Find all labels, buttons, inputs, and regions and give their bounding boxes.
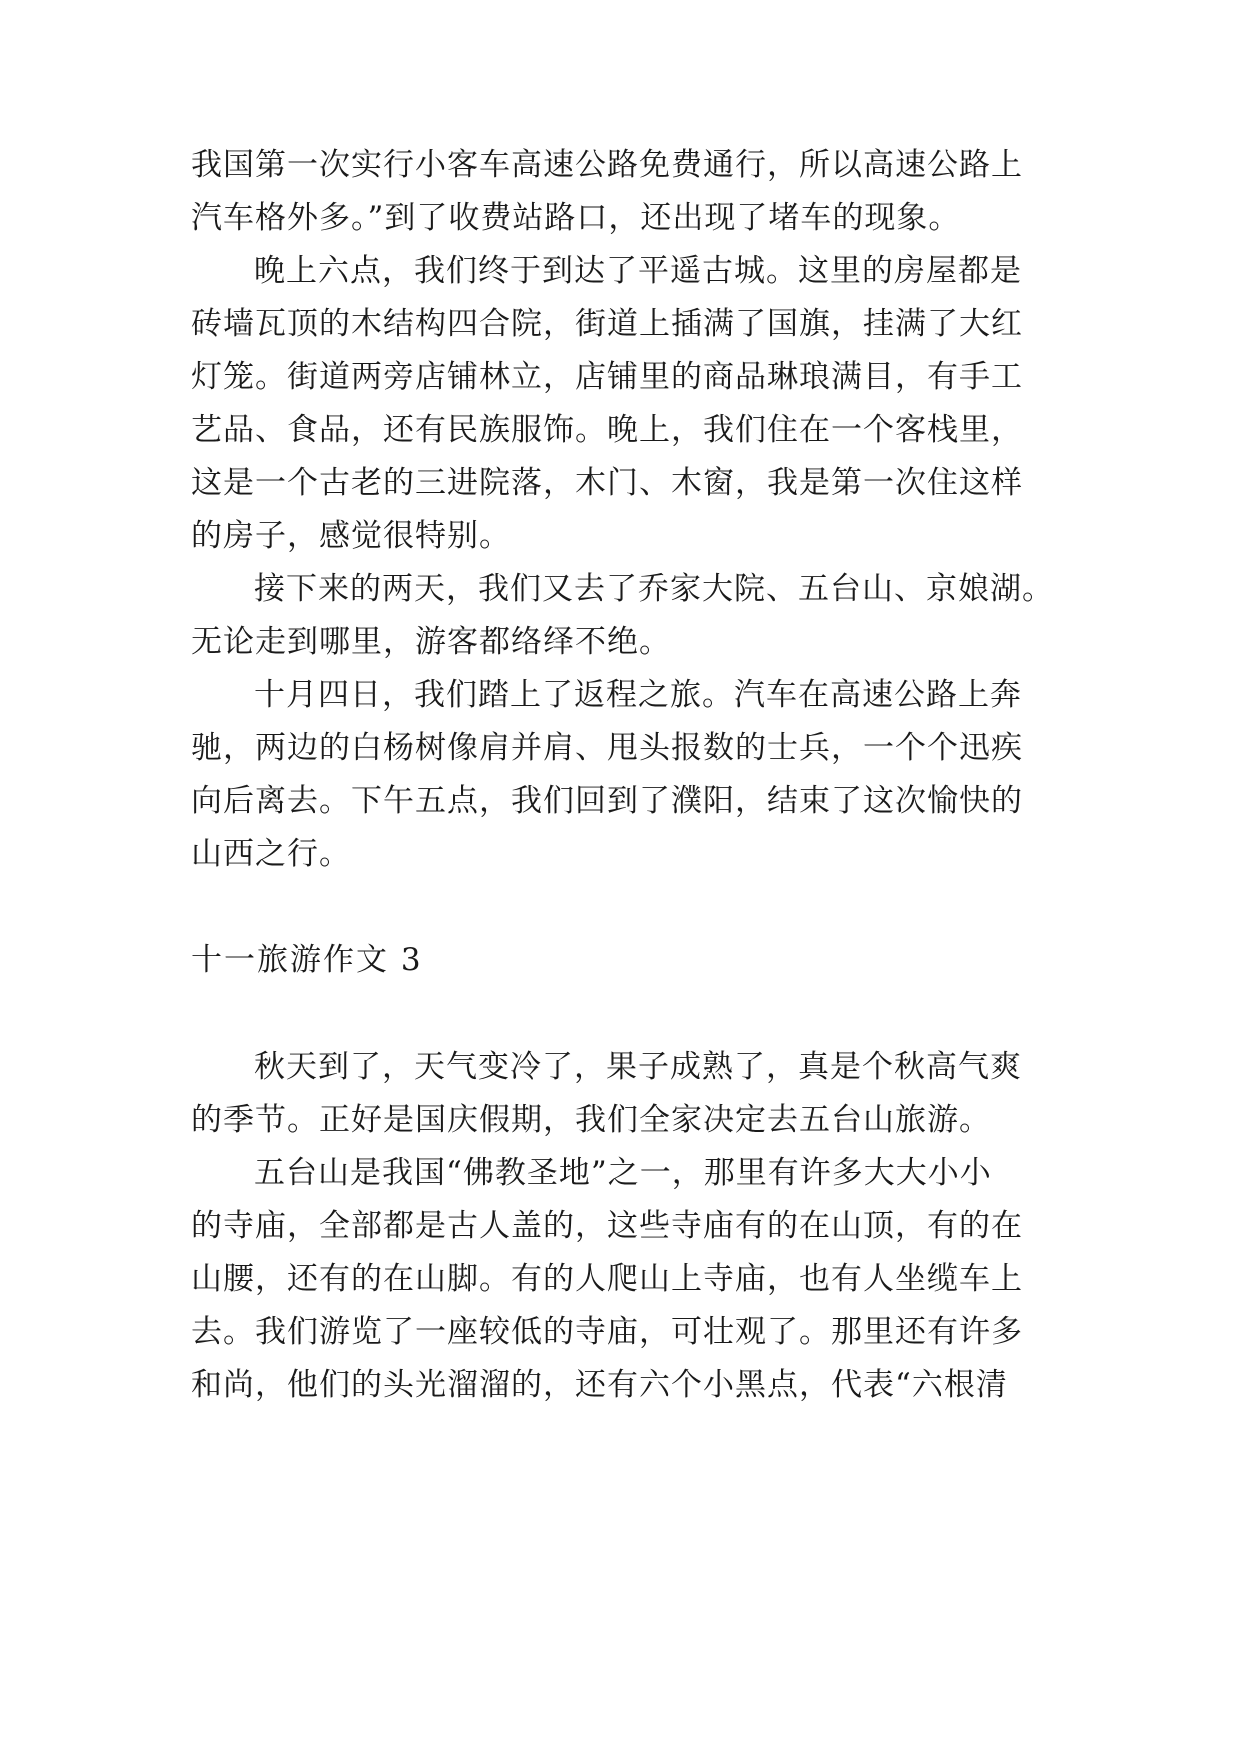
section-title: 十一旅游作文 3 [191,942,423,978]
text-line: 的季节。正好是国庆假期，我们全家决定去五台山旅游。 [191,1102,991,1138]
text-line: 山西之行。 [191,836,351,872]
paragraph-start-line: 晚上六点，我们终于到达了平遥古城。这里的房屋都是 [254,253,1022,289]
text-line: 的房子，感觉很特别。 [191,518,511,554]
text-line: 向后离去。下午五点，我们回到了濮阳，结束了这次愉快的 [191,783,1023,819]
paragraph-start-line: 接下来的两天，我们又去了乔家大院、五台山、京娘湖。 [254,571,1054,607]
text-line: 和尚，他们的头光溜溜的，还有六个小黑点，代表“六根清 [191,1367,1008,1403]
text-line: 砖墙瓦顶的木结构四合院，街道上插满了国旗，挂满了大红 [191,306,1023,342]
text-line: 汽车格外多。”到了收费站路口，还出现了堵车的现象。 [191,200,961,236]
text-line: 无论走到哪里，游客都络绎不绝。 [191,624,671,660]
text-line: 去。我们游览了一座较低的寺庙，可壮观了。那里还有许多 [191,1314,1023,1350]
paragraph-start-line: 秋天到了，天气变冷了，果子成熟了，真是个秋高气爽 [254,1049,1022,1085]
text-line: 我国第一次实行小客车高速公路免费通行，所以高速公路上 [191,147,1023,183]
text-line: 这是一个古老的三进院落，木门、木窗，我是第一次住这样 [191,465,1023,501]
text-line: 山腰，还有的在山脚。有的人爬山上寺庙，也有人坐缆车上 [191,1261,1023,1297]
text-line: 灯笼。街道两旁店铺林立，店铺里的商品琳琅满目，有手工 [191,359,1023,395]
paragraph-start-line: 五台山是我国“佛教圣地”之一，那里有许多大大小小 [254,1155,992,1191]
text-line: 驰，两边的白杨树像肩并肩、甩头报数的士兵，一个个迅疾 [191,730,1023,766]
text-line: 的寺庙，全部都是古人盖的，这些寺庙有的在山顶，有的在 [191,1208,1023,1244]
paragraph-start-line: 十月四日，我们踏上了返程之旅。汽车在高速公路上奔 [254,677,1022,713]
text-line: 艺品、食品，还有民族服饰。晚上，我们住在一个客栈里， [191,412,1023,448]
